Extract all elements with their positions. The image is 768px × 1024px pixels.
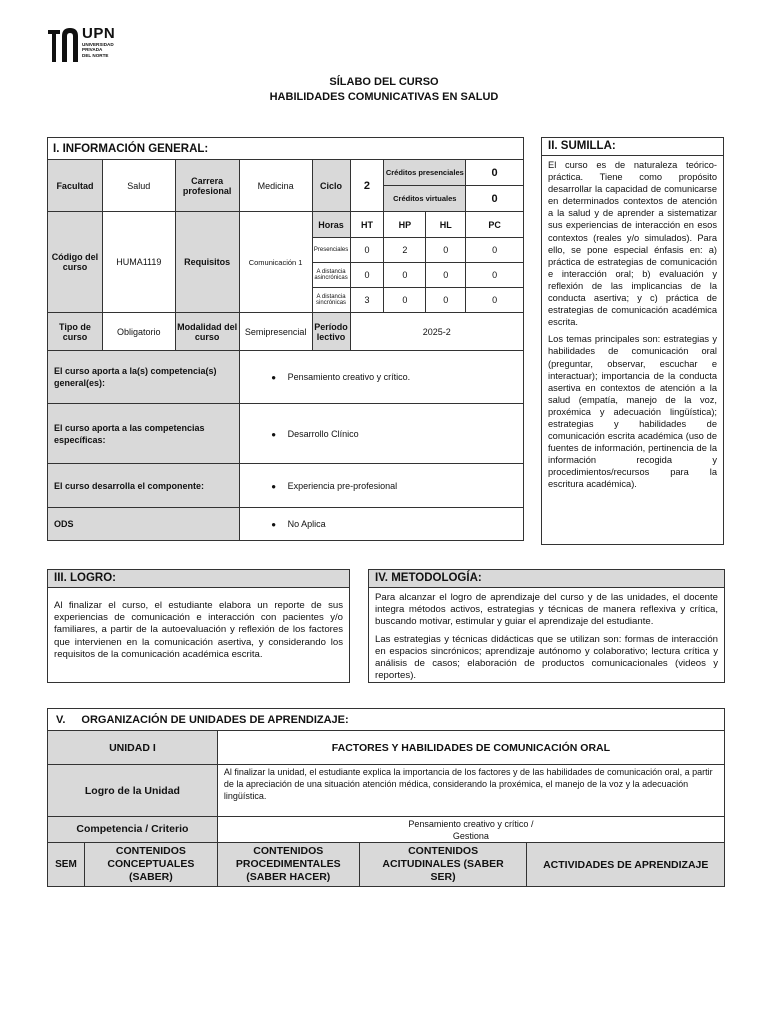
- competencias-generales-label: El curso aporta a la(s) competencia(s) general(es):: [48, 351, 240, 404]
- ods-value: ● No Aplica: [239, 508, 523, 541]
- logro-unidad-text: Al finalizar la unidad, el estudiante explica la importancia de los factores y de las habilidades de comunicación oral, a partir de la apreciación de una situación atención médica, considerando la proxémica, el manejo de la voz y la adecuación lingüística.: [217, 765, 724, 817]
- tipo-value: Obligatorio: [102, 313, 175, 351]
- horas-col-ht: HT: [350, 212, 384, 238]
- creditos-virtuales-label: Créditos virtuales: [384, 186, 466, 212]
- modalidad-label: Modalidad del curso: [175, 313, 239, 351]
- creditos-presenciales-label: Créditos presenciales: [384, 160, 466, 186]
- metodologia-paragraph: Para alcanzar el logro de aprendizaje del curso y de las unidades, el docente integra métodos activos, estrategias y técnicas de manera reflexiva y crítica, buscando motivar, estimular y guiar el aprendizaje del estudiante.: [375, 592, 718, 628]
- facultad-value: Salud: [102, 160, 175, 212]
- unidades-table: [47, 708, 725, 887]
- horas-col-hl: HL: [426, 212, 466, 238]
- horas-row-label: A distancia asincrónicas: [312, 263, 350, 288]
- horas-col-hp: HP: [384, 212, 426, 238]
- periodo-value: 2025-2: [350, 313, 523, 351]
- horas-cell: 0: [426, 263, 466, 288]
- horas-cell: 0: [466, 238, 524, 263]
- horas-cell: 0: [350, 263, 384, 288]
- sumilla-paragraph: El curso es de naturaleza teórico-práctica. Tiene como propósito desarrollar la capacidad de comunicarse en determinados contextos de atención a la salud y de aprender a sistematizar sus experiencias de interacción en esos contextos (reales y/o simulados). Para ello, se pone especial énfasis en: a) práctica de estrategias de comunicación e interacción oral; b) evaluación y reflexión de las implicancias de la conducta asertiva; y c) práctica de estrategias de comunicación académica escrita.: [548, 160, 717, 328]
- facultad-label: Facultad: [48, 160, 103, 212]
- modalidad-value: Semipresencial: [239, 313, 312, 351]
- horas-label: Horas: [312, 212, 350, 238]
- unidad-title: FACTORES Y HABILIDADES DE COMUNICACIÓN ORAL: [217, 731, 724, 765]
- creditos-virtuales-value: 0: [466, 186, 524, 212]
- general-info-table: [47, 137, 524, 541]
- logro-section: [47, 569, 350, 683]
- sumilla-paragraph: Los temas principales son: estrategias y habilidades de comunicación oral (preguntar, observar, escuchar e interactuar); importancia de la conducta asertiva en contextos de atención a la salud (empatía, manejo de la voz, proxémica y adecuación lingüística); estrategias y habilidades de comunicación escrita académica (uso de fuentes de información, pertinencia de la información recogida y procedimientos/recursos para la escritura académica).: [548, 334, 717, 490]
- competencias-especificas-label: El curso aporta a las competencias específicas:: [48, 404, 240, 464]
- periodo-label: Período lectivo: [312, 313, 350, 351]
- unidades-heading: V. ORGANIZACIÓN DE UNIDADES DE APRENDIZAJE:: [48, 709, 725, 731]
- sumilla-section: [541, 137, 724, 545]
- competencia-value: Pensamiento creativo y crítico / Gestiona: [217, 817, 724, 843]
- requisitos-label: Requisitos: [175, 212, 239, 313]
- logro-text: Al finalizar el curso, el estudiante elabora un reporte de sus experiencias de comunicación e interacción con pacientes y/o familiares, a partir de la autoevaluación y reflexión de los factores que intervienen en la comunicación asertiva, y considerando los requisitos de la comunicación académica escrita.: [54, 600, 343, 660]
- document-title: SÍLABO DEL CURSO: [329, 76, 439, 88]
- tipo-label: Tipo de curso: [48, 313, 103, 351]
- course-title: HABILIDADES COMUNICATIVAS EN SALUD: [269, 91, 499, 103]
- col-procedimentales: CONTENIDOS PROCEDIMENTALES (SABER HACER): [217, 843, 359, 887]
- creditos-presenciales-value: 0: [466, 160, 524, 186]
- horas-cell: 0: [426, 238, 466, 263]
- horas-cell: 3: [350, 288, 384, 313]
- codigo-value: HUMA1119: [102, 212, 175, 313]
- col-conceptuales: CONTENIDOS CONCEPTUALES (SABER): [84, 843, 217, 887]
- unidad-label: UNIDAD I: [48, 731, 218, 765]
- horas-cell: 0: [466, 288, 524, 313]
- horas-cell: 2: [384, 238, 426, 263]
- horas-col-pc: PC: [466, 212, 524, 238]
- horas-cell: 0: [466, 263, 524, 288]
- competencia-label: Competencia / Criterio: [48, 817, 218, 843]
- metodologia-heading: IV. METODOLOGÍA:: [369, 570, 724, 588]
- horas-cell: 0: [384, 263, 426, 288]
- logro-heading: III. LOGRO:: [48, 570, 349, 588]
- metodologia-section: [368, 569, 725, 683]
- col-sem: SEM: [48, 843, 85, 887]
- sumilla-heading: II. SUMILLA:: [542, 138, 723, 156]
- logro-unidad-label: Logro de la Unidad: [48, 765, 218, 817]
- carrera-value: Medicina: [239, 160, 312, 212]
- componente-label: El curso desarrolla el componente:: [48, 464, 240, 508]
- ciclo-value: 2: [350, 160, 384, 212]
- general-info-heading: I. INFORMACIÓN GENERAL:: [48, 138, 524, 160]
- logo-subtitle: UNIVERSIDAD PRIVADA DEL NORTE: [82, 42, 114, 58]
- horas-cell: 0: [426, 288, 466, 313]
- carrera-label: Carrera profesional: [175, 160, 239, 212]
- logo-text: UPN: [82, 25, 116, 42]
- requisitos-value: Comunicación 1: [239, 212, 312, 313]
- codigo-label: Código del curso: [48, 212, 103, 313]
- ods-label: ODS: [48, 508, 240, 541]
- competencias-generales-value: ● Pensamiento creativo y crítico.: [239, 351, 523, 404]
- competencias-especificas-value: ● Desarrollo Clínico: [239, 404, 523, 464]
- horas-cell: 0: [384, 288, 426, 313]
- componente-value: ● Experiencia pre-profesional: [239, 464, 523, 508]
- col-actitudinales: CONTENIDOS ACITUDINALES (SABER SER): [359, 843, 527, 887]
- ciclo-label: Ciclo: [312, 160, 350, 212]
- horas-cell: 0: [350, 238, 384, 263]
- col-actividades: ACTIVIDADES DE APRENDIZAJE: [527, 843, 725, 887]
- horas-row-label: Presenciales: [312, 238, 350, 263]
- horas-row-label: A distancia sincrónicas: [312, 288, 350, 313]
- metodologia-paragraph: Las estrategias y técnicas didácticas que se utilizan son: formas de interacción en espacios sincrónicos; aprendizaje autónomo y colaborativo; lectura crítica y análisis de casos; elaboración de productos comunicacionales (videos y reportes).: [375, 633, 718, 682]
